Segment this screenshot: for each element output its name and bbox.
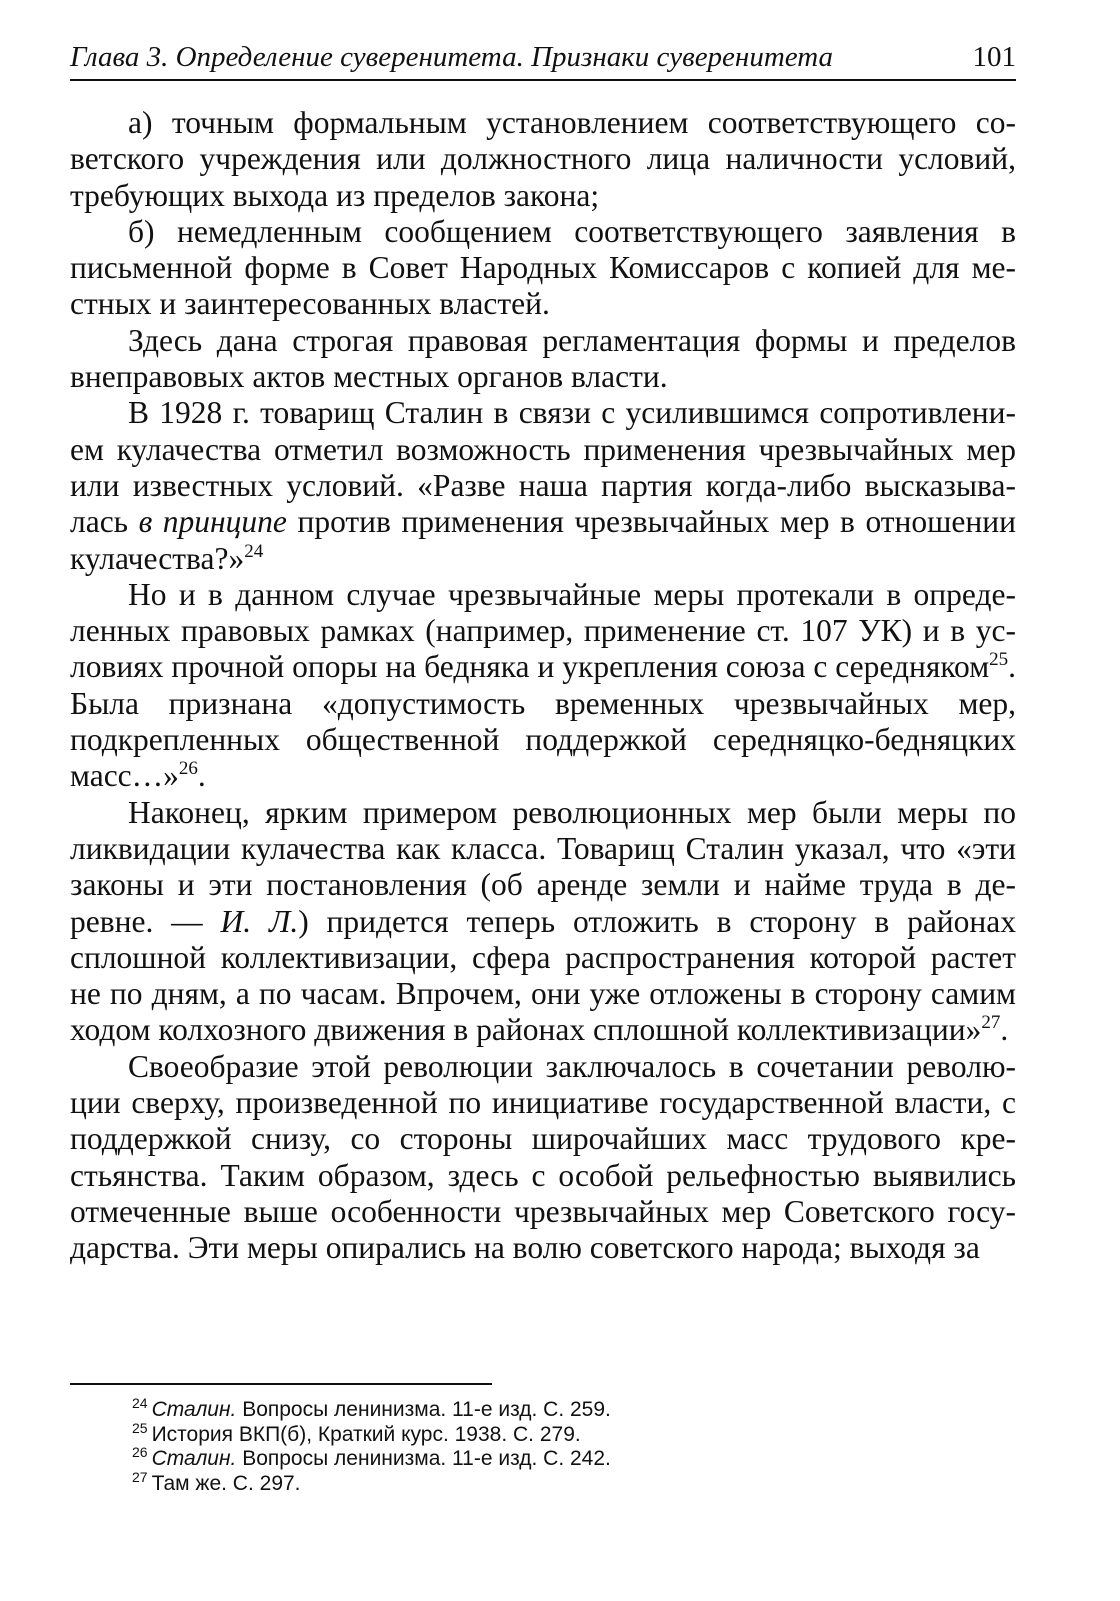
footnote-text: История ВКП(б), Краткий курс. 1938. С. 279. [151,1422,581,1446]
footnote-ref-27: 27 [981,1012,1001,1034]
footnote-ref-26: 26 [178,758,198,780]
text-run: Наконец, ярким примером революционных мер были меры по ликвидации кулачества как класса. Товарищ Сталин указал, что «эти законы и эти постановления (об аренде земли и найме труда в деревне. — [70,794,1016,939]
footnote-number: 26 [132,1444,148,1460]
text-run: Но и в данном случае чрезвычайные меры протекали в определенных правовых рамках (например, применение ст. 107 УК) и в условиях прочной опоры на бедняка и укрепления союза с середняком [70,576,1016,685]
footnote-25 [132,1419,932,1448]
footnote-text: Вопросы ленинизма. 11-е изд. С. 259. [236,1398,611,1421]
footnote-26 [132,1444,932,1472]
text-run: против применения чрезвычайных мер в отношении кулачества?» [70,504,1016,576]
emphasis: в принципе [138,504,287,540]
text-run: . [197,758,206,794]
footnote-number: 24 [132,1395,148,1411]
chapter-title: Глава 3. Определение суверенитета. Признаки суверенитета [70,41,834,73]
footnote-27 [132,1468,932,1497]
paragraph-1928 [70,395,1016,576]
text-run: ) придется теперь отложить в сторону в районах сплошной коллективизации, сфера распространения которой растет не по дням, а по часам. Впрочем, они уже отложены в сторону самим ходом колхозного движения в районах сплошной коллективизации» [70,903,1016,1048]
main-text [70,105,1016,1267]
footnote-text: Там же. С. 297. [151,1471,301,1495]
footnote-ref-25: 25 [989,649,1009,671]
footnote-number: 27 [132,1468,148,1485]
footnote-author: Сталин. [151,1447,237,1470]
text-run: . [1000,1012,1009,1048]
paragraph-b: б) немедленным сообщением соответствующего заявления в письменной форме в Совет Народных Комиссаров с копией для местных и заинтересованных властей. [70,213,1016,322]
page-number: 101 [972,41,1016,73]
footnote-text: Вопросы ленинизма. 11-е изд. С. 242. [236,1447,611,1470]
footnote-ref-24: 24 [244,540,264,562]
paragraph-regulation: Здесь дана строгая правовая регламентация формы и пределов внеправовых актов местных органов власти. [70,322,1016,395]
footnote-author: Сталин. [151,1398,237,1421]
paragraph-a: а) точным формальным установлением соответствующего советского учреждения или должностного лица наличности условий, требующих выхода из пределов закона; [70,105,1016,213]
text-run: В 1928 г. товарищ Сталин в связи с усилившимся сопротивлением кулачества отметил возможность применения чрезвычайных мер или известных условий. «Разве наша партия когда-либо высказывалась [70,395,1016,540]
paragraph-legal-frames [70,577,1016,795]
paragraph-revolution: Своеобразие этой революции заключалось в сочетании революции сверху, произведенной по инициативе государственной власти, с поддержкой снизу, со стороны широчайших масс трудового крестьянства. Таким образом, здесь с особой рельефностью выявились отмеченные выше особенности чрезвычайных мер Советского государства. Эти меры опирались на волю советского народа; выходя за [70,1048,1016,1266]
running-header [70,40,1016,81]
emphasis: И. Л. [220,903,299,939]
footnote-divider [70,1383,492,1385]
text-run: . Была признана «допустимость временных чрезвычайных мер, подкрепленных общественной поддержкой середняцко-бедняцких масс…» [70,649,1016,794]
paragraph-liquidation [70,795,1016,1049]
footnotes [132,1395,932,1496]
footnote-24 [132,1395,932,1423]
footnote-number: 25 [132,1419,148,1436]
book-page [70,40,1016,1267]
